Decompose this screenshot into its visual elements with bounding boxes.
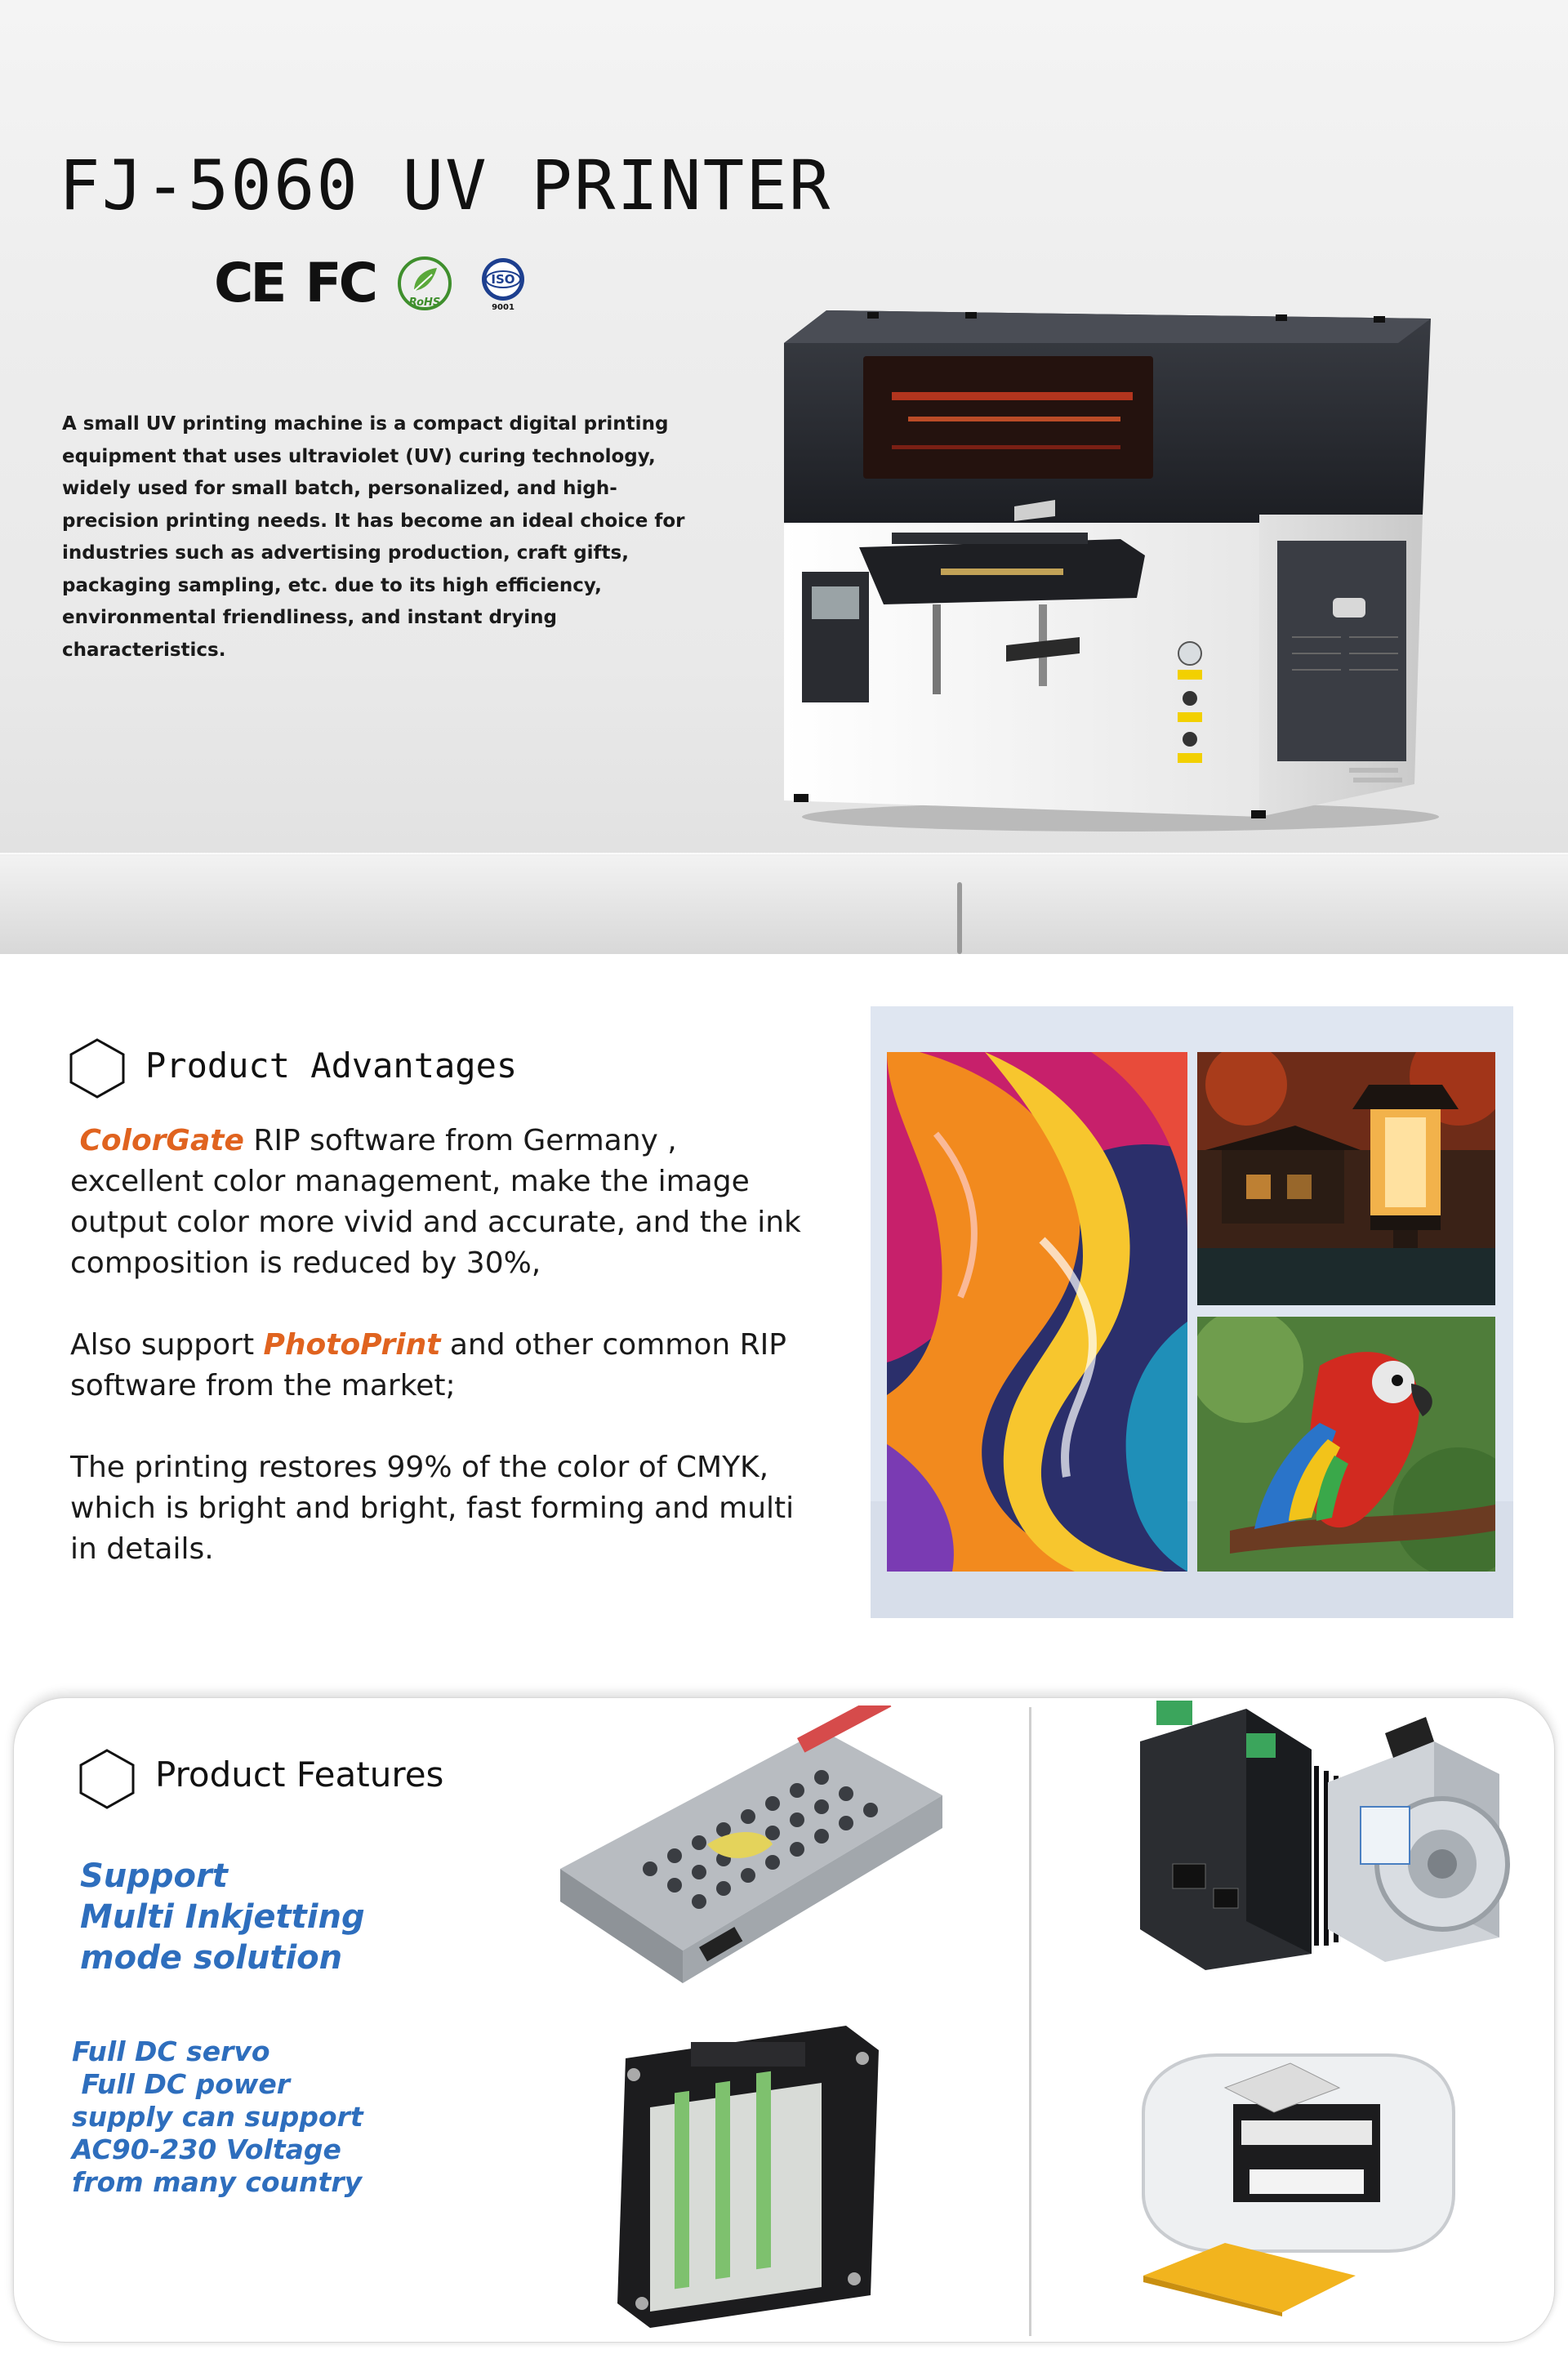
advantages-heading: Product Advantages <box>145 1046 518 1086</box>
power-line-4: AC90-230 Voltage <box>72 2133 341 2165</box>
uv-printer-image <box>769 294 1439 833</box>
hexagon-icon <box>69 1037 126 1099</box>
svg-text:ISO: ISO <box>491 272 515 287</box>
inkjet-line-3: mode solution <box>80 1939 343 1977</box>
product-description: A small UV printing machine is a compact digital printing equipment that uses ultraviolet (UV) curing technology, widely used for small batch, personalized, and high-precision printing needs. It has become an ideal choice for industries such as advertising production, craft gifts, packaging sampling, etc. due to its high efficiency, environmental friendliness, and instant drying characteristics. <box>62 413 685 661</box>
photoprint-after: and other common RIP software from the market; <box>70 1328 786 1402</box>
certification-logos <box>214 252 532 314</box>
rohs-badge-icon <box>396 255 453 312</box>
abstract-swirl-print <box>887 1052 1187 1572</box>
svg-text:RoHS: RoHS <box>408 296 441 309</box>
ce-mark-icon: CE <box>214 252 284 314</box>
shelf-surface <box>0 856 1568 954</box>
power-support-text <box>72 2035 363 2199</box>
printhead-image <box>601 2026 895 2328</box>
fcc-mark-icon: FC <box>305 252 376 314</box>
colorgate-highlight: ColorGate <box>79 1124 244 1157</box>
spare-printhead-image <box>1127 2031 1462 2316</box>
shelf-seam <box>957 882 962 954</box>
colorgate-text: RIP software from Germany , excellent color management, make the image output color more vivid and accurate, and the ink composition is reduced by 30%, <box>70 1124 801 1280</box>
power-line-3: supply can support <box>72 2101 363 2133</box>
photoprint-before: Also support <box>70 1328 264 1362</box>
colorgate-paragraph <box>70 1121 805 1284</box>
cmyk-paragraph: The printing restores 99% of the color of CMYK, which is bright and bright, fast forming and multi in details. <box>70 1451 795 1566</box>
servo-driver-motor-image <box>1124 1701 1519 1978</box>
features-divider <box>1029 1707 1031 2336</box>
product-title: FJ-5060 UV PRINTER <box>59 145 832 225</box>
svg-text:9001: 9001 <box>492 303 514 312</box>
inkjet-mode-text <box>80 1856 365 1978</box>
iso-badge-icon <box>474 255 532 312</box>
inkjet-line-2: Multi Inkjetting <box>80 1898 365 1936</box>
macaw-parrot-print <box>1197 1317 1495 1572</box>
photoprint-paragraph <box>70 1325 805 1407</box>
power-line-2: Full DC power <box>72 2068 291 2100</box>
advantages-text <box>70 1121 805 1611</box>
features-heading: Product Features <box>155 1754 444 1795</box>
lantern-pagoda-print <box>1197 1052 1495 1305</box>
photoprint-highlight: PhotoPrint <box>263 1328 441 1362</box>
power-line-5: from many country <box>72 2166 363 2198</box>
power-supply-image <box>552 1705 951 1988</box>
inkjet-line-1: Support <box>80 1857 228 1895</box>
power-line-1: Full DC servo <box>72 2035 270 2067</box>
hexagon-icon <box>78 1748 136 1810</box>
